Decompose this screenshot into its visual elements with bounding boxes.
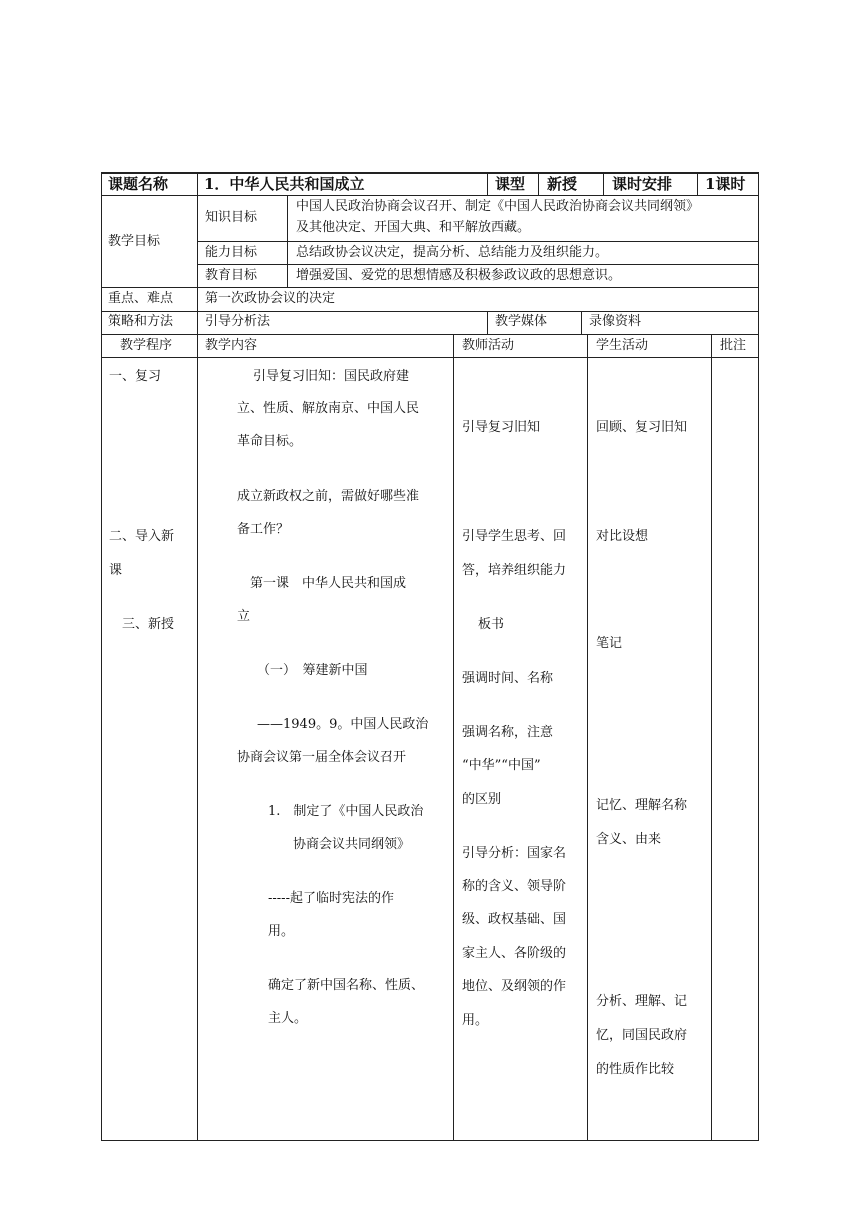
procedure-step-intro-cont: 课: [109, 563, 123, 578]
content-line: 用。: [268, 924, 295, 939]
content-line: 成立新政权之前，需做好哪些准: [237, 489, 420, 504]
teacher-activity-line: 强调时间、名称: [462, 671, 554, 686]
column-header-teacher: 教师活动: [462, 338, 515, 353]
content-line: 协商会议共同纲领》: [293, 837, 411, 852]
teacher-activity-line: 称的含义、领导阶: [462, 879, 567, 894]
procedure-step-new: 三、新授: [122, 617, 175, 632]
student-activity-line: 笔记: [596, 636, 623, 651]
procedure-step-intro: 二、导入新: [109, 529, 175, 544]
teacher-activity-line: 强调名称，注意: [462, 725, 554, 740]
teacher-activity-line: 引导分析：国家名: [462, 846, 567, 861]
teacher-activity-line: “中华”“中国”: [462, 758, 541, 773]
hours-value: 1课时: [705, 175, 746, 193]
course-title-label: 课题名称: [108, 175, 169, 193]
objective-label-education: 教育目标: [205, 268, 258, 283]
teacher-activity-line: 地位、及纲领的作: [462, 979, 567, 994]
content-line: -----起了临时宪法的作: [268, 891, 394, 906]
content-line: 引导复习旧知：国民政府建: [253, 369, 410, 384]
student-activity-line: 对比设想: [596, 529, 649, 544]
student-activity-line: 忆，同国民政府: [596, 1028, 688, 1043]
teacher-activity-line: 的区别: [462, 792, 502, 807]
student-activity-line: 的性质作比较: [596, 1062, 675, 1077]
column-header-content: 教学内容: [205, 338, 258, 353]
objective-text-knowledge-line2: 及其他决定、开国大典、和平解放西藏。: [296, 220, 531, 235]
objective-label-ability: 能力目标: [205, 245, 258, 260]
content-line: 确定了新中国名称、性质、: [268, 978, 425, 993]
lesson-type-label: 课型: [495, 175, 526, 193]
objectives-label: 教学目标: [108, 234, 161, 249]
content-line: 备工作？: [237, 522, 290, 537]
objective-label-knowledge: 知识目标: [205, 210, 258, 225]
lesson-type: 新授: [547, 175, 578, 193]
teacher-activity-line: 引导复习旧知: [462, 420, 541, 435]
content-line: 协商会议第一届全体会议召开: [237, 750, 407, 765]
content-line: 第一课 中华人民共和国成: [250, 576, 407, 591]
strategy-value: 引导分析法: [205, 314, 271, 329]
column-header-student: 学生活动: [596, 338, 649, 353]
strategy-label: 策略和方法: [108, 314, 174, 329]
content-line: 立、性质、解放南京、中国人民: [237, 401, 420, 416]
content-line: ——1949。9。中国人民政治: [257, 717, 429, 732]
objective-text-ability: 总结政协会议决定，提高分析、总结能力及组织能力。: [296, 245, 609, 260]
column-header-notes: 批注: [720, 338, 747, 353]
hours-label: 课时安排: [612, 175, 673, 193]
teacher-activity-line: 级、政权基础、国: [462, 912, 567, 927]
student-activity-line: 分析、理解、记: [596, 994, 688, 1009]
teacher-activity-line: 家主人、各阶级的: [462, 946, 567, 961]
media-value: 录像资料: [589, 314, 642, 329]
content-line: 主人。: [268, 1011, 308, 1026]
student-activity-line: 记忆、理解名称: [596, 798, 688, 813]
student-activity-line: 回顾、复习旧知: [596, 420, 688, 435]
procedure-step-review: 一、复习: [109, 369, 162, 384]
teacher-activity-line: 板书: [478, 617, 505, 632]
objective-text-education: 增强爱国、爱党的思想情感及积极参政议政的思想意识。: [296, 268, 622, 283]
media-label: 教学媒体: [495, 314, 548, 329]
content-line: （一） 筹建新中国: [257, 663, 368, 678]
content-line: 革命目标。: [237, 434, 303, 449]
course-title: 1．中华人民共和国成立: [204, 175, 365, 193]
column-header-procedure: 教学程序: [120, 338, 173, 353]
student-activity-line: 含义、由来: [596, 832, 662, 847]
key-points-value: 第一次政协会议的决定: [205, 291, 336, 306]
objective-text-knowledge-line1: 中国人民政治协商会议召开、制定《中国人民政治协商会议共同纲领》: [296, 199, 700, 214]
teacher-activity-line: 用。: [462, 1013, 489, 1028]
teacher-activity-line: 引导学生思考、回: [462, 529, 567, 544]
content-line: 立: [237, 609, 251, 624]
teacher-activity-line: 答，培养组织能力: [462, 563, 567, 578]
content-line: 1. 制定了《中国人民政治: [268, 804, 424, 819]
key-points-label: 重点、难点: [108, 291, 174, 306]
